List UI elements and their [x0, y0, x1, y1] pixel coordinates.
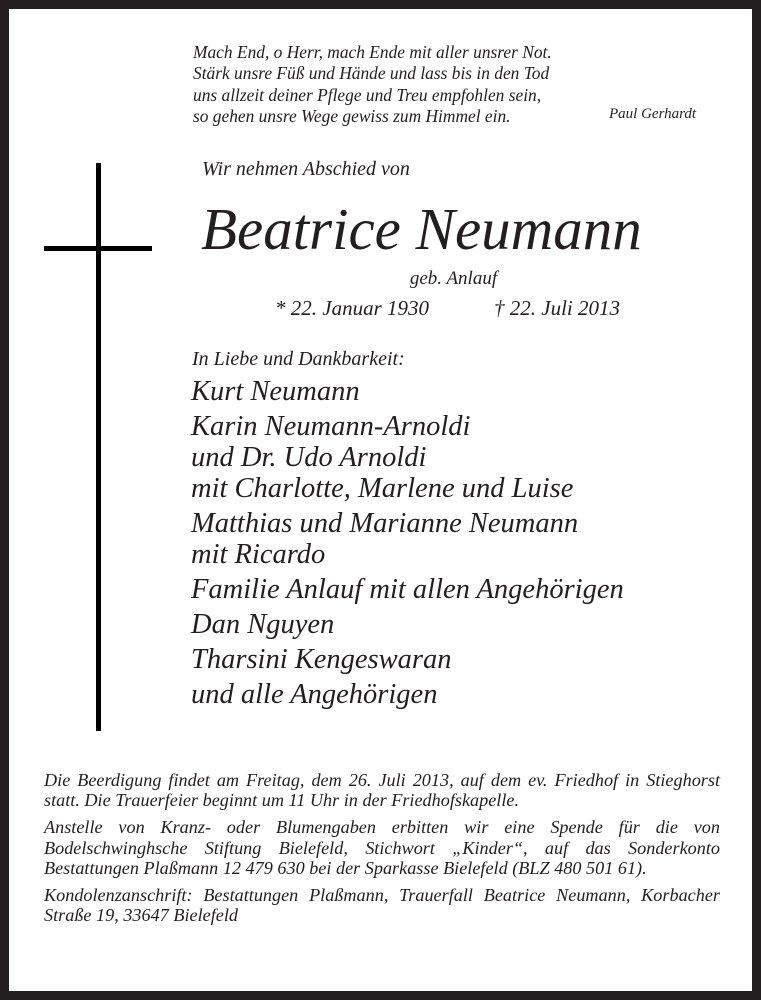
- mourner-line: Karin Neumann-Arnoldi: [191, 411, 471, 442]
- cross-horizontal-bar: [44, 246, 152, 251]
- poem-line: uns allzeit deiner Pflege und Treu empfohlen sein,: [193, 84, 542, 105]
- donation-info: Anstelle von Kranz- oder Blumengaben erbitten wir eine Spende für die von Bodelschwinghsche Stiftung Bielefeld, Stichwort „Kinder“, auf das Sonderkonto Bestattungen Plaßmann 12 479 630 bei der Sparkasse Bielefeld (BLZ 480 501 61).: [44, 817, 720, 878]
- mourner-line: Dan Nguyen: [191, 609, 335, 640]
- mourner-group: [191, 644, 624, 675]
- mourners-list: [191, 376, 624, 714]
- mourner-group: [191, 574, 624, 605]
- condolence-address: Kondolenzanschrift: Bestattungen Plaßmann, Trauerfall Beatrice Neumann, Korbacher Straße 19, 33647 Bielefeld: [44, 885, 720, 926]
- mourner-line: und alle Angehörigen: [191, 679, 438, 710]
- mourner-group: [191, 376, 624, 407]
- mourner-group: [191, 609, 624, 640]
- funeral-details: [44, 770, 720, 932]
- poem-line: Stärk unsre Füß und Hände und lass bis in den Tod: [193, 63, 550, 84]
- poem: [193, 42, 552, 128]
- mourners-intro: In Liebe und Dankbarkeit:: [192, 348, 405, 370]
- farewell-intro: Wir nehmen Abschied von: [202, 158, 410, 180]
- death-date: † 22. Juli 2013: [494, 296, 620, 320]
- mourner-group: [191, 411, 624, 504]
- funeral-info: Die Beerdigung findet am Freitag, dem 26. Juli 2013, auf dem ev. Friedhof in Stieghorst statt. Die Trauerfeier beginnt um 11 Uhr in der Friedhofskapelle.: [44, 770, 720, 811]
- poem-author: Paul Gerhardt: [609, 106, 697, 122]
- mourner-line: mit Ricardo: [191, 539, 326, 570]
- mourner-group: [191, 679, 624, 710]
- poem-line: so gehen unsre Wege gewiss zum Himmel ein.: [193, 106, 511, 127]
- poem-line: Mach End, o Herr, mach Ende mit aller unsrer Not.: [193, 42, 552, 62]
- deceased-name: Beatrice Neumann: [201, 196, 642, 262]
- mourner-line: und Dr. Udo Arnoldi: [191, 442, 427, 473]
- birth-date: * 22. Januar 1930: [275, 296, 429, 320]
- mourner-line: Kurt Neumann: [191, 376, 360, 407]
- mourner-line: mit Charlotte, Marlene und Luise: [191, 473, 574, 504]
- mourner-line: Tharsini Kengeswaran: [191, 644, 452, 675]
- mourner-line: Matthias und Marianne Neumann: [191, 508, 579, 539]
- mourner-line: Familie Anlauf mit allen Angehörigen: [191, 574, 624, 605]
- mourner-group: [191, 508, 624, 570]
- maiden-name: geb. Anlauf: [409, 268, 498, 289]
